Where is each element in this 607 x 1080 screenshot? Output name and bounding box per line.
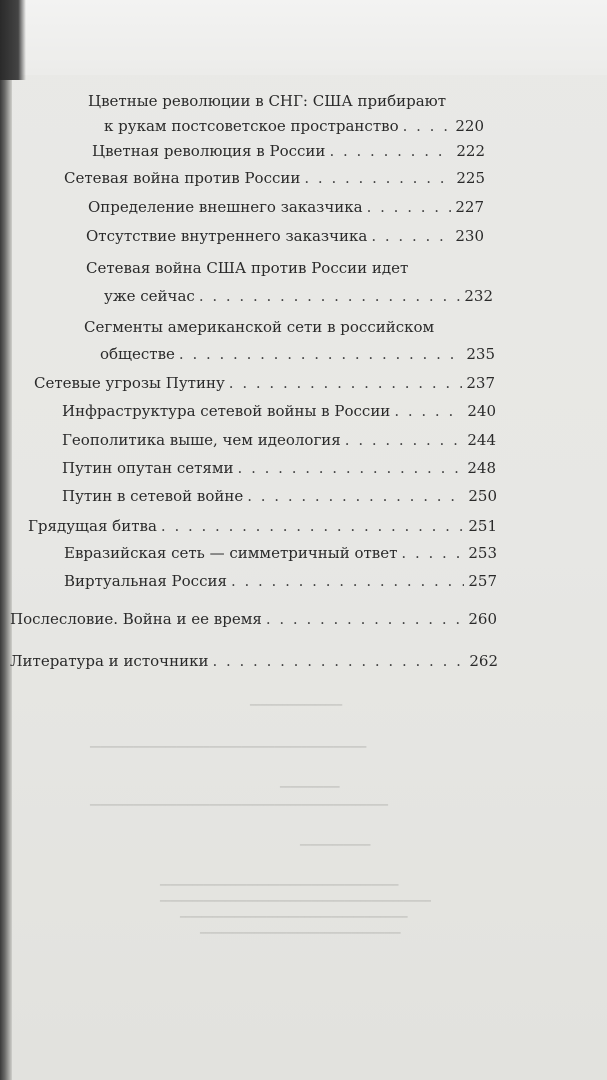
toc-entry-title: Путин в сетевой войне [62, 487, 244, 505]
toc-entry [28, 517, 497, 535]
toc-entry-title: Евразийская сеть — симметричный ответ [64, 544, 398, 562]
toc-page-number: 230 [455, 227, 484, 245]
toc-page-number: 227 [455, 198, 484, 216]
toc-entry [64, 544, 497, 562]
show-through-text: ━━━━━━━━━━━━━━━━━━━━━━━━━━━━━━━━━━━━━━━━━━━━━━━━━━ [160, 896, 431, 906]
dot-leader [199, 287, 461, 305]
toc-entry-title-line: Сетевая война США против России идет [86, 259, 409, 277]
show-through-text: ━━━━━━━━━━━ [280, 782, 340, 792]
toc-entry [34, 374, 495, 392]
toc-entry [62, 402, 496, 420]
toc-entry-title: Путин опутан сетями [62, 459, 234, 477]
toc-entry [104, 287, 493, 305]
toc-entry-title: обществе [100, 345, 175, 363]
toc-page-number: 232 [464, 287, 493, 305]
dot-leader [394, 402, 463, 420]
show-through-text: ━━━━━━━━━━━━━━━━━━━━━━━━━━━━━━━━━━━━━━━━━━━━━━━━━━━━━━━ [90, 800, 389, 810]
toc-entry-title: Послесловие. Война и ее время [10, 610, 262, 628]
toc-page-number: 253 [468, 544, 497, 562]
toc-entry-title: Виртуальная Россия [64, 572, 227, 590]
toc-entry [62, 487, 497, 505]
toc-page-number: 251 [468, 517, 497, 535]
toc-entry-title: уже сейчас [104, 287, 195, 305]
dot-leader [371, 227, 451, 245]
toc-entry [100, 345, 495, 363]
toc-page-number: 248 [467, 459, 496, 477]
dot-leader [229, 374, 463, 392]
toc-entry-title: Сетевая война против России [64, 169, 301, 187]
dot-leader [401, 544, 464, 562]
toc-entry-title: Грядущая битва [28, 517, 157, 535]
toc-entry [10, 610, 497, 628]
toc-page-number: 244 [467, 431, 496, 449]
toc-entry-title: Инфраструктура сетевой войны в России [62, 402, 391, 420]
show-through-text: ━━━━━━━━━━━━━ [300, 840, 371, 850]
toc-page-number: 257 [468, 572, 497, 590]
toc-entry-title: Отсутствие внутреннего заказчика [86, 227, 368, 245]
dot-leader [403, 117, 452, 135]
toc-entry-title-line: Цветные революции в СНГ: США прибирают [88, 92, 447, 110]
dot-leader [161, 517, 464, 535]
dot-leader [345, 431, 464, 449]
dot-leader [266, 610, 465, 628]
dot-leader [238, 459, 464, 477]
toc-entry [92, 142, 485, 160]
dot-leader [231, 572, 464, 590]
toc-entry [104, 117, 484, 135]
toc-page-number: 250 [468, 487, 497, 505]
toc-page-number: 260 [468, 610, 497, 628]
dot-leader [179, 345, 462, 363]
toc-entry-title: Литература и источники [10, 652, 209, 670]
dot-leader [367, 198, 452, 216]
show-through-text: ━━━━━━━━━━━━━━━━━ [250, 700, 343, 710]
toc-page-number: 240 [467, 402, 496, 420]
toc-entry-title: Геополитика выше, чем идеология [62, 431, 341, 449]
toc-entry-title: к рукам постсоветское пространство [104, 117, 399, 135]
toc-entry-title: Определение внешнего заказчика [88, 198, 363, 216]
show-through-text: ━━━━━━━━━━━━━━━━━━━━━━━━━━━━━━━━━━━━━━━━━━━━ [160, 880, 399, 890]
toc-entry [64, 169, 485, 187]
show-through-text: ━━━━━━━━━━━━━━━━━━━━━━━━━━━━━━━━━━━━━ [200, 928, 401, 938]
toc-entry-title: Сетевые угрозы Путину [34, 374, 225, 392]
dot-leader [247, 487, 464, 505]
toc-entry [10, 652, 498, 670]
dot-leader [329, 142, 452, 160]
toc-entry [88, 198, 484, 216]
toc-entry [62, 459, 496, 477]
toc-page-number: 235 [466, 345, 495, 363]
dot-leader [304, 169, 452, 187]
toc-page-number: 222 [456, 142, 485, 160]
show-through-text: ━━━━━━━━━━━━━━━━━━━━━━━━━━━━━━━━━━━━━━━━━━━━━━━━━━━ [90, 742, 367, 752]
toc-entry [64, 572, 497, 590]
toc-entry [62, 431, 496, 449]
toc-entry [86, 227, 484, 245]
dot-leader [212, 652, 465, 670]
toc-entry-title-line: Сегменты американской сети в российском [84, 318, 435, 336]
toc-page-number: 220 [455, 117, 484, 135]
toc-page-number: 225 [456, 169, 485, 187]
toc-entry-title: Цветная революция в России [92, 142, 326, 160]
toc-page-number: 262 [469, 652, 498, 670]
show-through-text: ━━━━━━━━━━━━━━━━━━━━━━━━━━━━━━━━━━━━━━━━━━ [180, 912, 408, 922]
toc-page-number: 237 [466, 374, 495, 392]
